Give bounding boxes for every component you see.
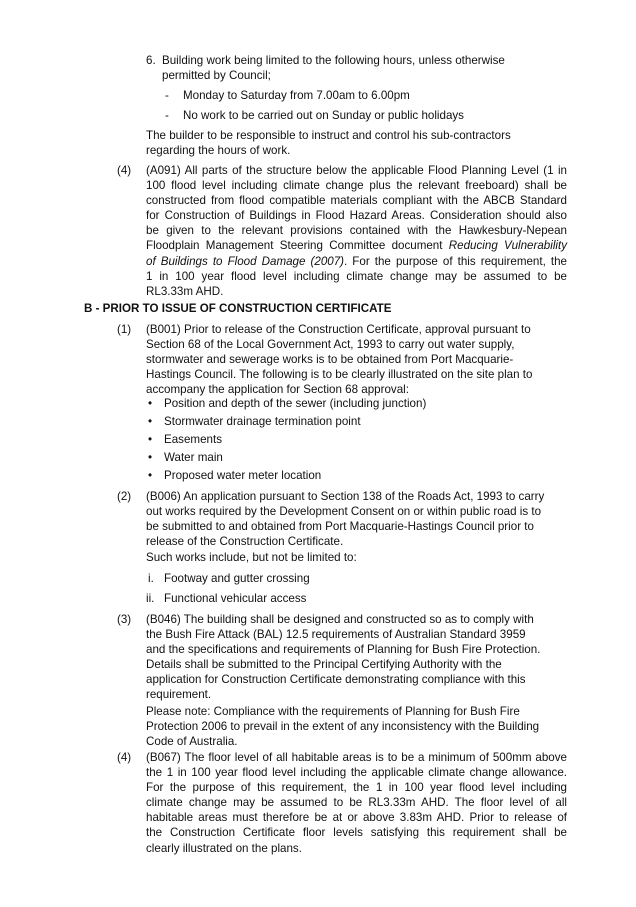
hours-line: Monday to Saturday from 7.00am to 6.00pm: [183, 89, 410, 102]
document-title-italic: Reducing Vulnerability: [448, 239, 568, 253]
text-line: [146, 254, 567, 269]
text-line: the 1 in 100 year flood level including the applicable climate change allowance.: [146, 766, 567, 780]
document-title-italic: of Buildings to Flood Damage (2007): [146, 254, 345, 268]
bullet-icon: •: [148, 415, 153, 428]
text-line: (B006) An application pursuant to Section 138 of the Roads Act, 1993 to carry: [146, 490, 545, 503]
text-line: [146, 238, 567, 253]
text-line: Building work being limited to the following hours, unless otherwise: [162, 54, 505, 67]
roman-number: ii.: [146, 592, 155, 605]
dash-marker: -: [165, 89, 169, 102]
works-intro: Such works include, but not be limited to:: [146, 551, 357, 564]
item-number: 6.: [146, 54, 156, 67]
text-line: Hastings Council. The following is to be clearly illustrated on the site plan to: [146, 368, 533, 382]
bullet-item: Easements: [164, 433, 222, 446]
hours-line: No work to be carried out on Sunday or public holidays: [183, 109, 464, 122]
item-a091-text: [146, 163, 567, 299]
text-line: regarding the hours of work.: [146, 144, 291, 158]
item-b046-text: [146, 612, 567, 703]
text-line: release of the Construction Certificate.: [146, 535, 344, 549]
text-line: climate change may be assumed to be RL3.33m AHD. The floor level of all: [146, 796, 567, 810]
works-item: Footway and gutter crossing: [164, 572, 310, 585]
bullet-item: Position and depth of the sewer (including junction): [164, 397, 427, 410]
text-line: Details shall be submitted to the Principal Certifying Authority with the: [146, 658, 502, 672]
item-number: (3): [117, 613, 132, 626]
text-line: 1 in 100 year flood level including climate change may be assumed to be: [146, 269, 567, 283]
text-line: 100 flood level including climate change plus the relevant freeboard) shall be: [146, 179, 567, 193]
text-line: be given to the relevant provisions contained with the Hawkesbury-Nepean: [146, 224, 567, 238]
section-heading: B - PRIOR TO ISSUE OF CONSTRUCTION CERTIFICATE: [84, 302, 392, 315]
text-run: Floodplain Management Steering Committee document: [146, 239, 449, 253]
text-line: (B067) The floor level of all habitable areas is to be a minimum of 500mm above: [146, 751, 567, 764]
text-line: clearly illustrated on the plans.: [146, 841, 302, 855]
text-run: . For the purpose of this requirement, the: [344, 254, 567, 268]
text-line: constructed from flood compatible materials compliant with the ABCB Standard: [146, 194, 567, 208]
item-6-text: [162, 53, 562, 83]
text-line: for Construction of Buildings in Flood Hazard Areas. Consideration should also: [146, 209, 567, 223]
text-line: and the specifications and requirements of Planning for Bush Fire Protection.: [146, 643, 541, 657]
dash-marker: -: [165, 109, 169, 122]
text-line: (B001) Prior to release of the Construction Certificate, approval pursuant to: [146, 323, 531, 336]
text-line: Please note: Compliance with the requirements of Planning for Bush Fire: [146, 705, 520, 718]
text-line: requirement.: [146, 688, 212, 702]
text-line: Protection 2006 to prevail in the extent of any inconsistency with the Building: [146, 720, 540, 734]
item-number: (4): [117, 751, 132, 764]
text-line: be submitted to and obtained from Port Macquarie-Hastings Council prior to: [146, 520, 534, 534]
bullet-item: Proposed water meter location: [164, 469, 322, 482]
text-line: (A091) All parts of the structure below the applicable Flood Planning Level (1 in: [146, 164, 567, 177]
text-line: out works required by the Development Consent on or within public road is to: [146, 505, 542, 519]
item-b067-text: [146, 750, 567, 856]
text-line: RL3.33m AHD.: [146, 284, 224, 298]
works-item: Functional vehicular access: [164, 592, 307, 605]
bullet-icon: •: [148, 397, 153, 410]
text-line: permitted by Council;: [162, 69, 271, 83]
text-line: accompany the application for Section 68 approval:: [146, 383, 409, 397]
text-line: Section 68 of the Local Government Act, 1993 to carry out water supply,: [146, 338, 515, 352]
item-b001-text: [146, 322, 567, 397]
item-number: (1): [117, 323, 132, 336]
bullet-icon: •: [148, 469, 153, 482]
text-line: The builder to be responsible to instruct and control his sub-contractors: [146, 129, 511, 142]
bullet-item: Stormwater drainage termination point: [164, 415, 361, 428]
text-line: Code of Australia.: [146, 735, 238, 749]
bushfire-note: [146, 704, 567, 749]
text-line: stormwater and sewerage works is to be obtained from Port Macquarie-: [146, 353, 514, 367]
text-line: habitable areas must therefore be at or above 3.83m AHD. Prior to release of: [146, 811, 567, 825]
text-line: the Construction Certificate floor levels satisfying this requirement shall be: [146, 826, 567, 840]
text-line: (B046) The building shall be designed and constructed so as to comply with: [146, 613, 534, 626]
item-number: (2): [117, 490, 132, 503]
item-b006-text: [146, 489, 567, 549]
text-line: the Bush Fire Attack (BAL) 12.5 requirements of Australian Standard 3959: [146, 628, 526, 642]
bullet-icon: •: [148, 433, 153, 446]
bullet-icon: •: [148, 451, 153, 464]
text-line: For the purpose of this requirement, the 1 in 100 year flood level including: [146, 781, 567, 795]
bullet-item: Water main: [164, 451, 223, 464]
roman-number: i.: [148, 572, 154, 585]
text-line: application for Construction Certificate demonstrating compliance with this: [146, 673, 526, 687]
builder-note: [146, 128, 566, 158]
item-number: (4): [117, 164, 132, 177]
